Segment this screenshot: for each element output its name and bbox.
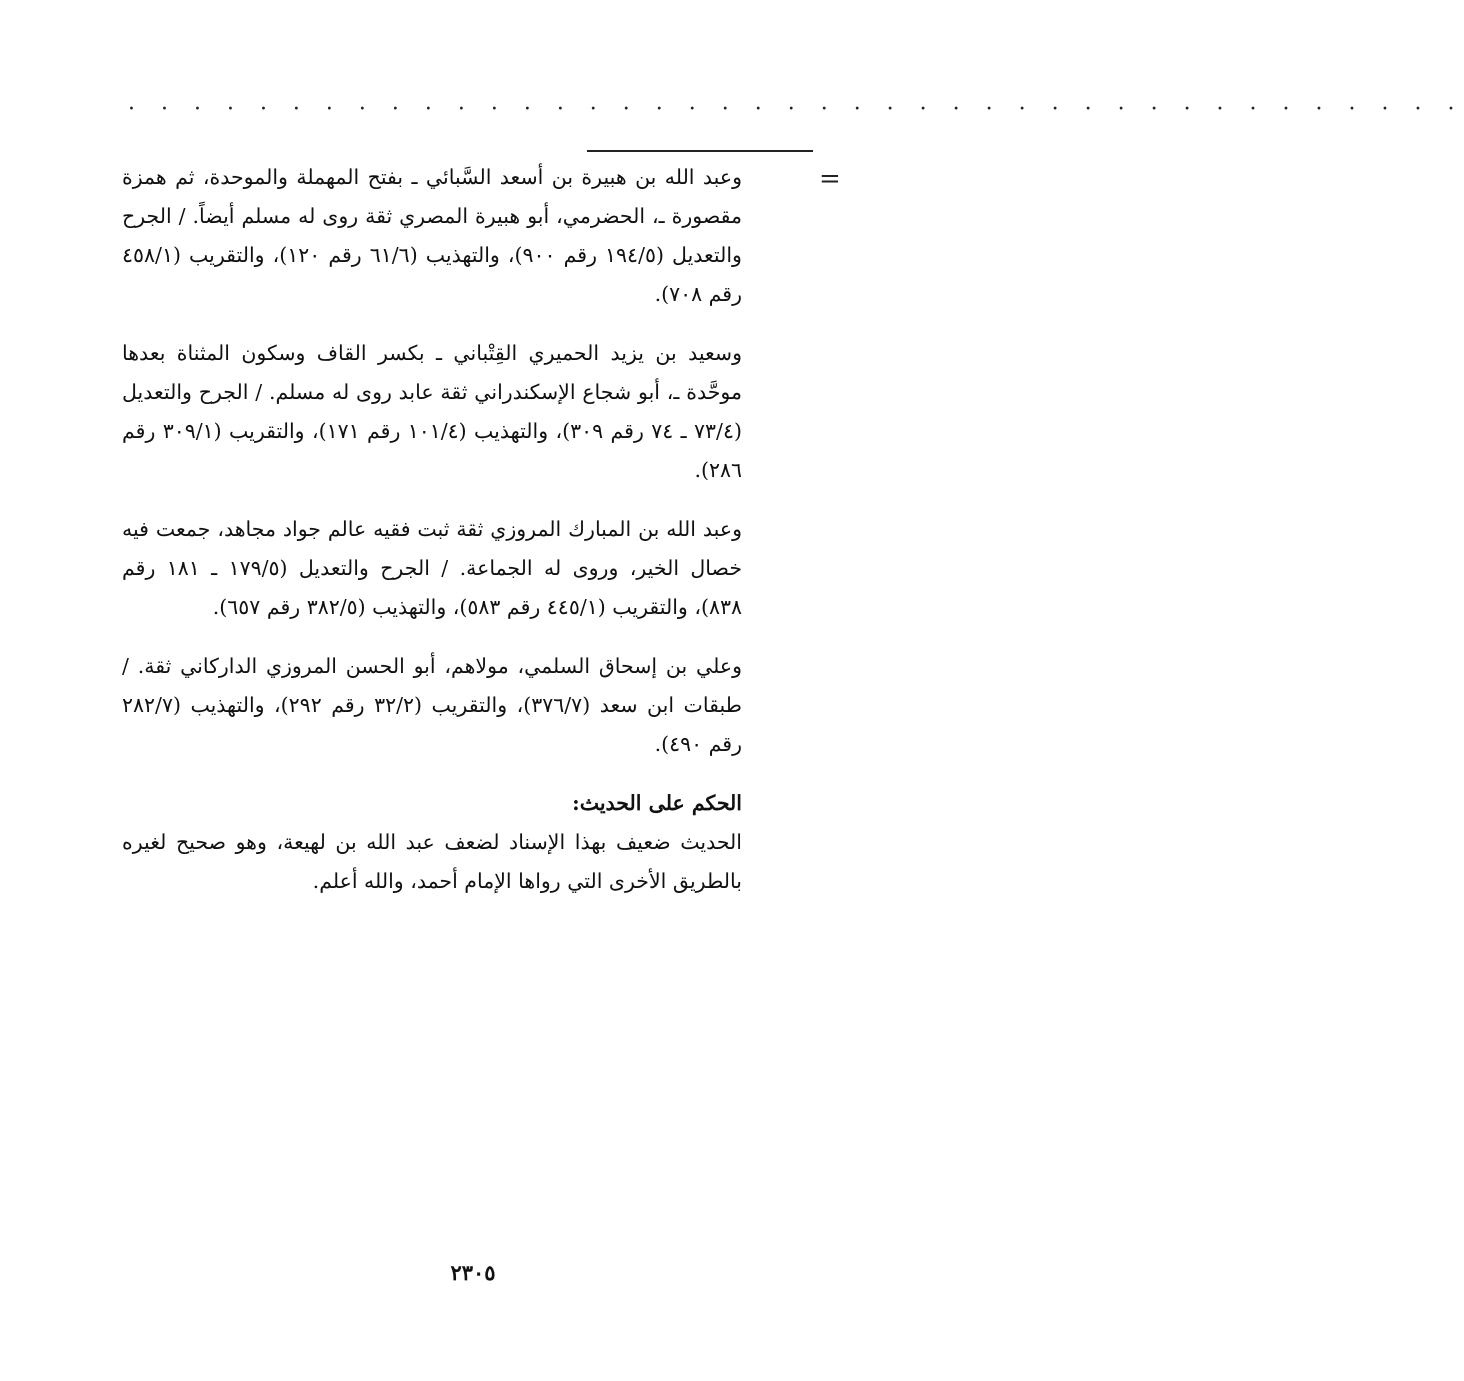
dotted-separator: · · · · · · · · · · · · · · · · · · · · · · · · · · · · · · · · · · · · · · · · ·: [128, 97, 1464, 122]
narrator-entry-ali-ibn-ishaq: وعلي بن إسحاق السلمي، مولاهم، أبو الحسن المروزي الداركاني ثقة. / طبقات ابن سعد (٣٧٦/٧)، والتقريب (٣٢/٢ رقم ٢٩٢)، والتهذيب (٢٨٢/٧ رقم ٤٩٠).: [122, 654, 742, 756]
page-number: ٢٣٠٥: [450, 1260, 496, 1285]
footnote-body: [122, 158, 742, 901]
footnote-continuation-mark: =: [819, 164, 841, 194]
narrator-entry-abdullah-ibn-al-mubarak: وعبد الله بن المبارك المروزي ثقة ثبت فقيه عالم جواد مجاهد، جمعت فيه خصال الخير، وروى له الجماعة. / الجرح والتعديل (١٧٩/٥ ـ ١٨١ رقم ٨٣٨)، والتقريب (٤٤٥/١ رقم ٥٨٣)، والتهذيب (٣٨٢/٥ رقم ٦٥٧).: [122, 517, 742, 619]
narrator-entry-said-ibn-yazid: وسعيد بن يزيد الحميري القِتْباني ـ بكسر القاف وسكون المثناة بعدها موحَّدة ـ، أبو شجاع الإسكندراني ثقة عابد روى له مسلم. / الجرح والتعديل (٧٣/٤ ـ ٧٤ رقم ٣٠٩)، والتهذيب (١٠١/٤ رقم ١٧١)، والتقريب (٣٠٩/١ رقم ٢٨٦).: [122, 341, 742, 482]
ruling-text: الحديث ضعيف بهذا الإسناد لضعف عبد الله بن لهيعة، وهو صحيح لغيره بالطريق الأخرى التي رواها الإمام أحمد، والله أعلم.: [122, 830, 742, 893]
footnote-rule: [587, 150, 813, 152]
ruling-heading: الحكم على الحديث:: [572, 791, 742, 815]
narrator-entry-abdullah-ibn-hubayra: وعبد الله بن هبيرة بن أسعد السَّبائي ـ بفتح المهملة والموحدة، ثم همزة مقصورة ـ، الحضرمي، أبو هبيرة المصري ثقة روى له مسلم أيضاً. / الجرح والتعديل (١٩٤/٥ رقم ٩٠٠)، والتهذيب (٦١/٦ رقم ١٢٠)، والتقريب (٤٥٨/١ رقم ٧٠٨).: [122, 165, 742, 306]
